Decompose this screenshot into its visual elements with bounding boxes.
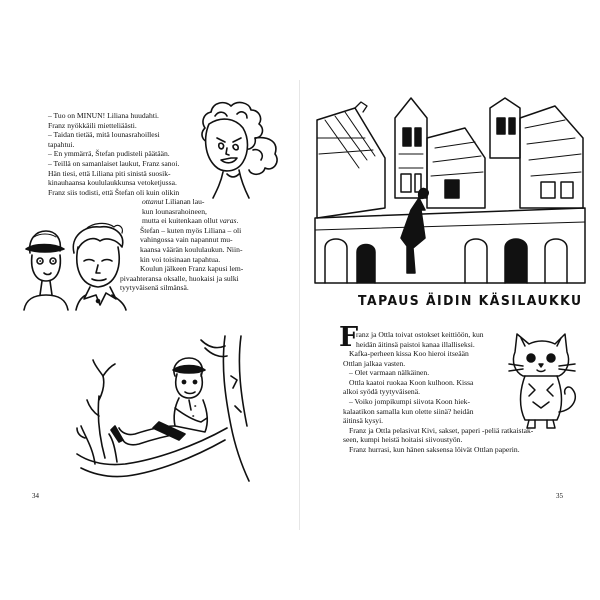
text-line: Franz ja Ottla pelasivat Kivi, sakset, paperi -peliä ratkaistak-	[349, 425, 534, 435]
text-line: kun lounasrahoineen,	[142, 206, 207, 216]
text-line: – Tuo on MINUN! Liliana huudahti.	[48, 111, 159, 120]
text-line: – Voiko jompikumpi siivota Koon hiek-	[349, 396, 471, 406]
text-line: vahingossa vain napannut mu-	[140, 235, 233, 245]
text-line: kalaatikon samalla kun olette siinä? heidän	[343, 406, 474, 416]
text-line: pivaahteransa oksalle, huokaisi ja sulki	[120, 273, 239, 283]
text-line: mutta ei kuitenkaan ollut varas.	[142, 216, 239, 226]
text-line: seen, kumpi heistä hoitaisi siivoustyön.	[343, 435, 463, 445]
text-line: Ottlan jalkaa vasten.	[343, 358, 406, 368]
text-line: – En ymmärrä, Štefan pudisteli päätään.	[48, 149, 170, 159]
text-line: Kafka-perheen kissa Koo hieroi itseään	[349, 349, 469, 358]
text-line: Hän tiesi, että Liliana piti sinistä suosik-	[48, 168, 171, 178]
text-line: kin voi toisinaan tapahtua.	[140, 254, 221, 264]
text-line: äitinsä kysyi.	[343, 416, 384, 426]
text-line: alkoi syödä tyytyväisenä.	[343, 387, 420, 397]
franz-tree-illustration	[75, 336, 255, 481]
text-line: ranz ja Ottla toivat ostokset keittiöön, kun	[356, 330, 484, 339]
text-line: – Taidan tietää, mitä lounasrahoillesi	[48, 130, 160, 140]
boys-illustration	[20, 215, 135, 310]
text-line: – Teillä on samanlaiset laukut, Franz sanoi.	[48, 158, 180, 168]
left-text-wrap	[120, 197, 243, 293]
text-line: Franz nyökkäili mietteliäästi.	[48, 120, 137, 130]
right-text-cap	[356, 330, 484, 349]
text-line: heidän äitinsä paistoi kanaa illalliseksi.	[356, 339, 475, 349]
text-line: Štefan – kuten myös Liliana – oli	[140, 225, 242, 235]
text-line: tyytyväisenä silmänsä.	[120, 283, 189, 293]
text-line: Franz siis todisti, että Štefan oli kuin olikin	[48, 187, 180, 197]
rooftops-illustration	[315, 98, 585, 283]
text-line: Ottla kaatoi ruokaa Koon kulhoon. Kissa	[349, 377, 474, 387]
text-line: – Olet varmaan nälkäinen.	[349, 368, 430, 378]
text-line: Franz hurrasi, kun hänen saksensa löivät Ottlan paperin.	[349, 444, 520, 454]
text-line: kinauhaansa koululaukkunsa vetoketjussa.	[48, 178, 177, 188]
text-line: Koulun jälkeen Franz kapusi lem-	[140, 264, 244, 274]
liliana-illustration	[193, 98, 283, 198]
page-number-left: 34	[32, 492, 39, 500]
text-line: ottanut Lilianan lau-	[142, 197, 205, 206]
text-line: tapahtui.	[48, 139, 75, 149]
right-text-body	[343, 349, 533, 455]
chapter-title: TAPAUS ÄIDIN KÄSILAUKKU	[358, 293, 583, 309]
left-text-top	[48, 111, 179, 197]
page-number-right: 35	[556, 492, 563, 500]
text-line: kaansa väärän koululaukun. Niin-	[140, 244, 243, 254]
drop-cap: F	[339, 322, 359, 353]
